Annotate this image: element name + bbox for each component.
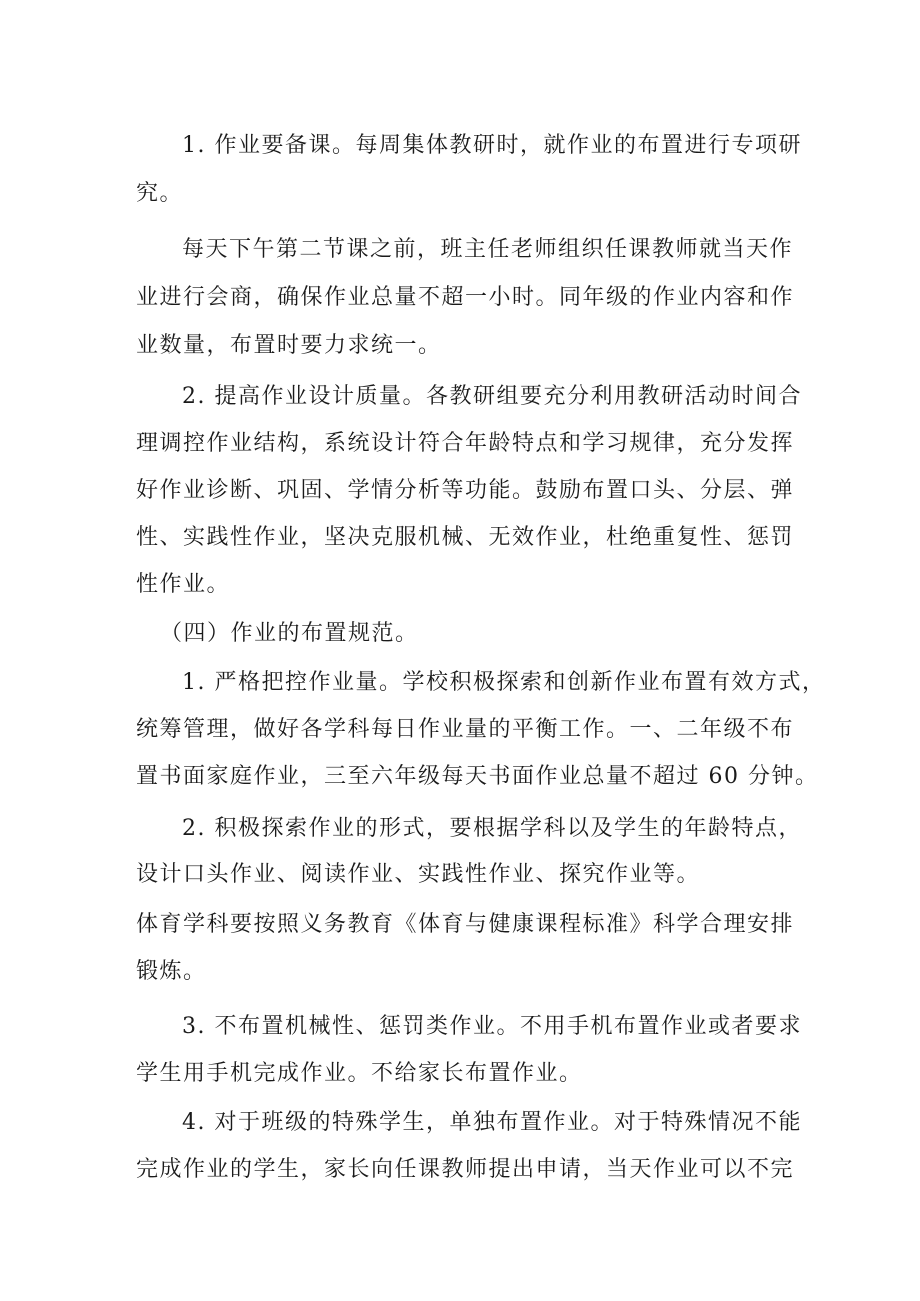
paragraph-4-line-1: 1. 严格把控作业量。学校积极探索和创新作业布置有效方式， [182,670,826,695]
section-heading: （四）作业的布置规范。 [160,621,419,646]
paragraph-7-line-1: 4. 对于班级的特殊学生，单独布置作业。对于特殊情况不能 [182,1110,802,1135]
paragraph-5-line-4: 锻炼。 [136,959,207,984]
paragraph-2-line-3: 业数量，布置时要力求统一。 [136,333,442,358]
paragraph-3-line-2: 理调控作业结构，系统设计符合年龄特点和学习规律，充分发挥 [136,431,795,456]
paragraph-6-line-2: 学生用手机完成作业。不给家长布置作业。 [136,1061,583,1086]
paragraph-6-line-1: 3. 不布置机械性、惩罚类作业。不用手机布置作业或者要求 [182,1014,802,1039]
paragraph-5-line-2: 设计口头作业、阅读作业、实践性作业、探究作业等。 [136,862,701,887]
paragraph-1-line-1: 1. 作业要备课。每周集体教研时，就作业的布置进行专项研 [182,133,802,158]
paragraph-2-line-1: 每天下午第二节课之前，班主任老师组织任课教师就当天作 [182,237,794,262]
paragraph-3-line-3: 好作业诊断、巩固、学情分析等功能。鼓励布置口头、分层、弹 [136,478,795,503]
paragraph-5-line-3: 体育学科要按照义务教育《体育与健康课程标准》科学合理安排 [136,912,795,937]
paragraph-3-line-4: 性、实践性作业，坚决克服机械、无效作业，杜绝重复性、惩罚 [136,525,795,550]
paragraph-4-line-2: 统筹管理，做好各学科每日作业量的平衡工作。一、二年级不布 [136,717,795,742]
paragraph-2-line-2: 业进行会商，确保作业总量不超一小时。同年级的作业内容和作 [136,285,795,310]
paragraph-3-line-5: 性作业。 [136,572,231,597]
paragraph-7-line-2: 完成作业的学生，家长向任课教师提出申请，当天作业可以不完 [136,1157,795,1182]
paragraph-3-line-1: 2. 提高作业设计质量。各教研组要充分利用教研活动时间合 [182,384,802,409]
paragraph-1-line-2: 究。 [136,181,184,206]
paragraph-5-line-1: 2. 积极探索作业的形式，要根据学科以及学生的年龄特点， [182,816,802,841]
paragraph-4-line-3: 置书面家庭作业，三至六年级每天书面作业总量不超过 60 分钟。 [136,764,819,789]
